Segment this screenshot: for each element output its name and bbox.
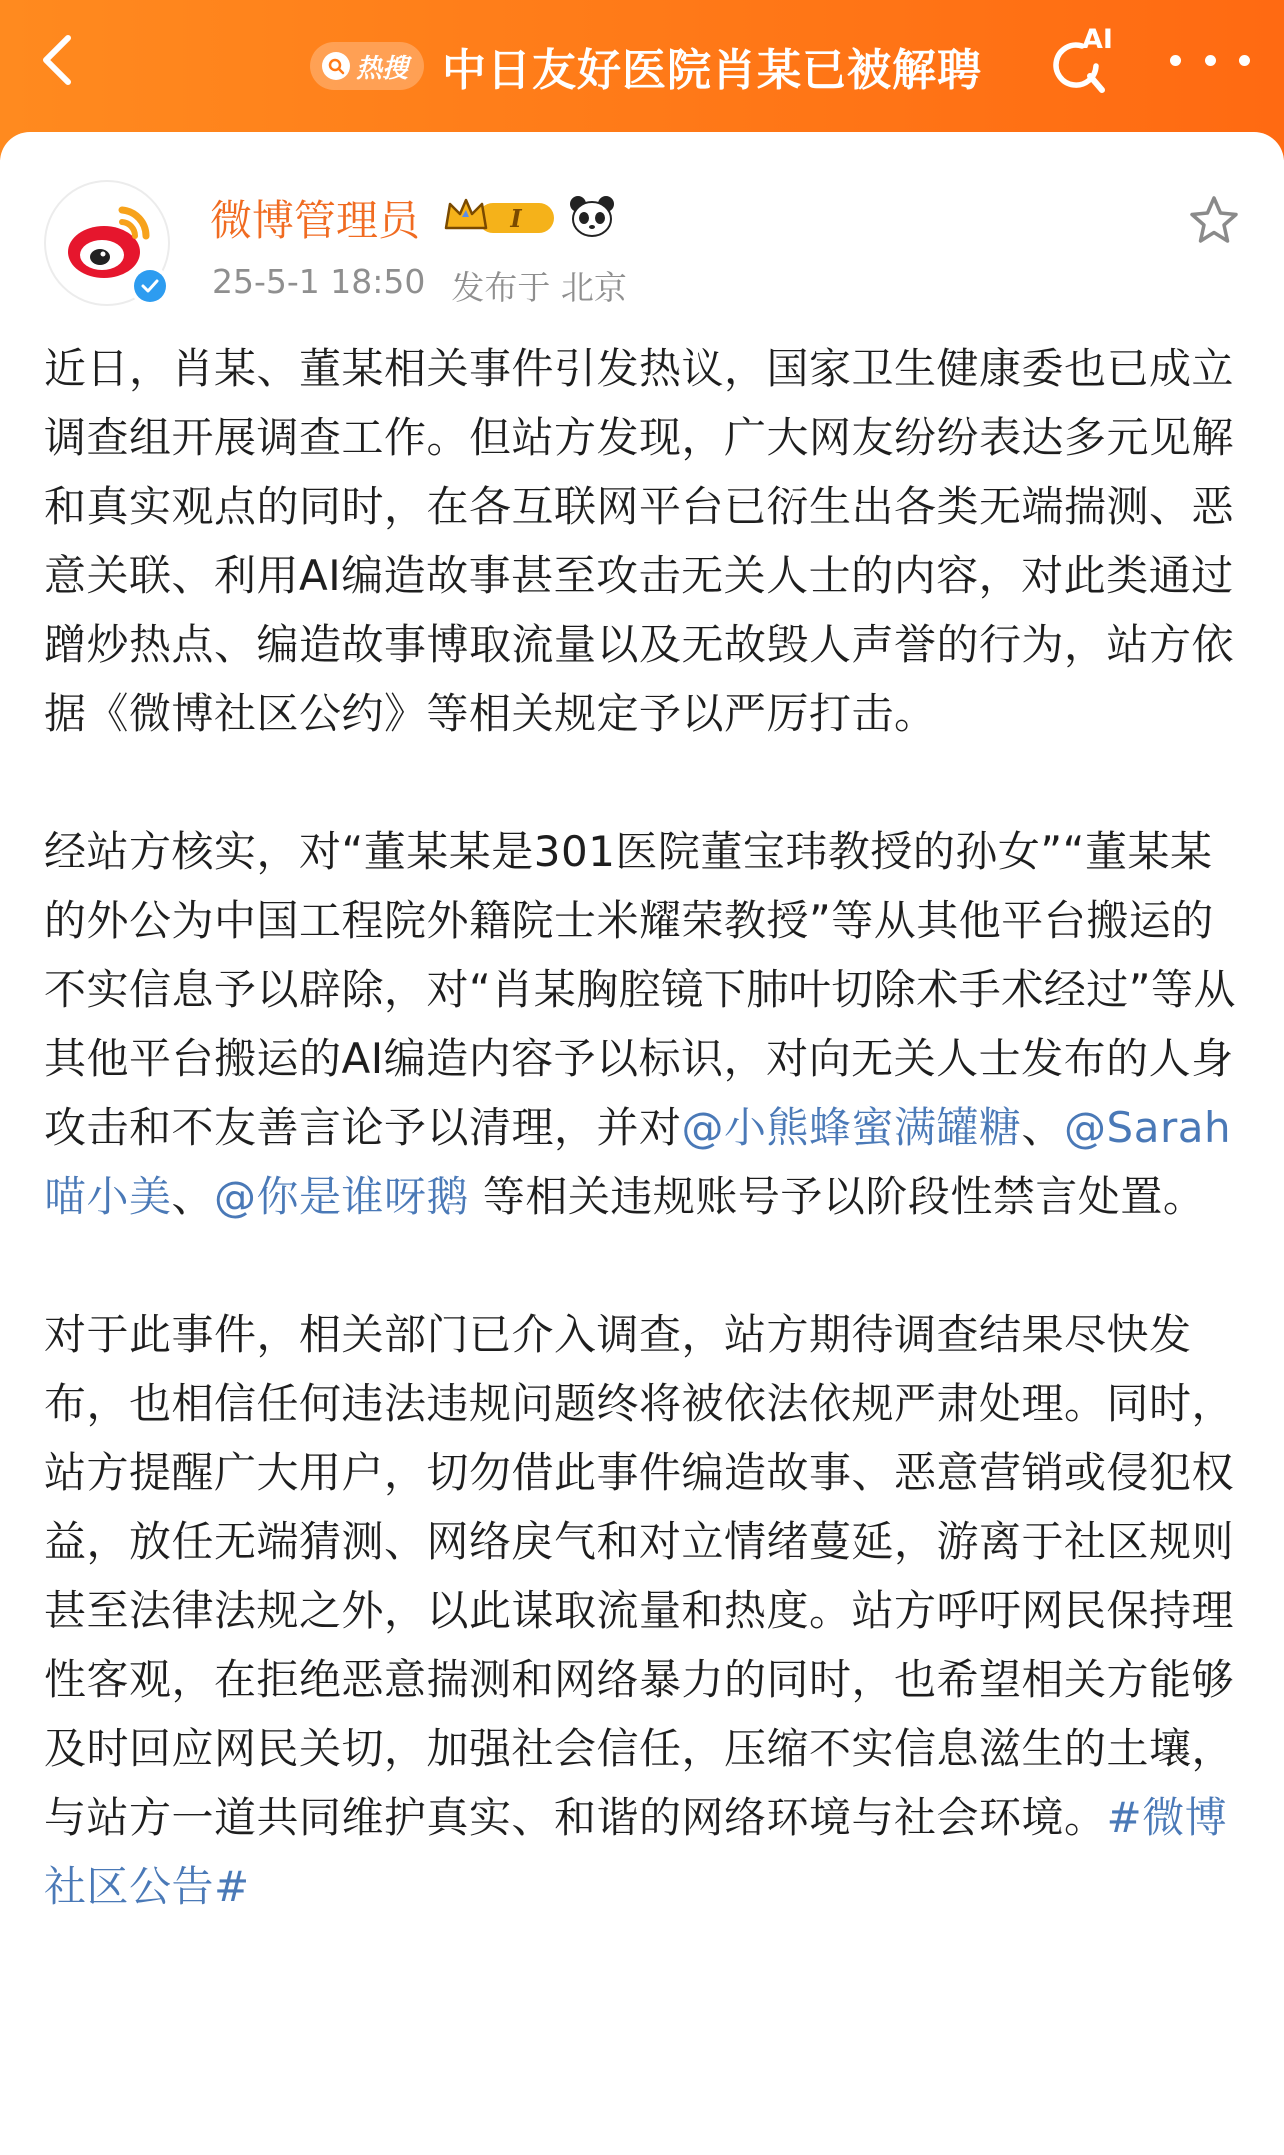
more-dot xyxy=(1170,55,1181,66)
post-location: 发布于 北京 xyxy=(451,268,627,307)
paragraph-2-text: 经站方核实，对“董某某是301医院董宝玮教授的孙女”“董某某的外公为中国工程院外籍院士米耀荣教授”等从其他平台搬运的不实信息予以辟除，对“肖某胸腔镜下肺叶切除术手术经过”等从其他平台搬运的AI编造内容予以标识，对向无关人士发布的人身攻击和不友善言论予以清理，并对 xyxy=(44,827,1237,1152)
panda-badge[interactable] xyxy=(568,194,616,240)
post-meta xyxy=(212,262,627,309)
paragraph-1: 近日，肖某、董某相关事件引发热议，国家卫生健康委也已成立调查组开展调查工作。但站方发现，广大网友纷纷表达多元见解和真实观点的同时，在各互联网平台已衍生出各类无端揣测、恶意关联、利用AI编造故事甚至攻击无关人士的内容，对此类通过蹭炒热点、编造故事博取流量以及无故毁人声誉的行为，站方依据《微博社区公约》等相关规定予以严厉打击。 xyxy=(44,344,1235,738)
favorite-button[interactable] xyxy=(1188,194,1240,246)
hot-search-label: 热搜 xyxy=(356,53,409,84)
hot-search-badge xyxy=(310,42,424,90)
paragraph-3 xyxy=(44,1300,1244,1921)
crown-level-badge-icon xyxy=(442,194,562,240)
verified-badge-icon xyxy=(134,270,166,302)
back-button[interactable] xyxy=(28,30,88,90)
post-time: 25-5-1 18:50 xyxy=(212,262,426,301)
ai-label: AI xyxy=(1082,24,1113,55)
more-dot xyxy=(1205,55,1216,66)
verified-badge xyxy=(130,266,170,306)
post-content xyxy=(44,334,1244,1990)
level-badge-text: I xyxy=(510,204,522,233)
mention-link[interactable]: @Sarah喵小美 xyxy=(44,1103,1232,1221)
separator: 、 xyxy=(1021,1103,1065,1152)
hot-topic-title[interactable] xyxy=(310,38,982,94)
chevron-left-icon xyxy=(38,34,78,86)
hot-search-icon xyxy=(322,52,350,80)
paragraph-2 xyxy=(44,817,1244,1231)
author-name[interactable]: 微博管理员 xyxy=(210,196,421,245)
more-button[interactable] xyxy=(1170,40,1250,80)
paragraph-3-text: 对于此事件，相关部门已介入调查，站方期待调查结果尽快发布，也相信任何违法违规问题终将被依法依规严肃处理。同时，站方提醒广大用户，切勿借此事件编造故事、恶意营销或侵犯权益，放任无端猜测、网络戾气和对立情绪蔓延，游离于社区规则甚至法律法规之外，以此谋取流量和热度。站方呼吁网民保持理性客观，在拒绝恶意揣测和网络暴力的同时，也希望相关方能够及时回应网民关切，加强社会信任，压缩不实信息滋生的土壤，与站方一道共同维护真实、和谐的网络环境与社会环境。 xyxy=(44,1310,1235,1842)
hashtag-link[interactable]: #微博社区公告# xyxy=(44,1793,1228,1911)
mention-link[interactable]: @小熊蜂蜜满罐糖 xyxy=(681,1103,1022,1152)
ai-search-button[interactable] xyxy=(1040,22,1120,102)
mention-link[interactable]: @你是谁呀鹅 xyxy=(214,1172,470,1221)
separator: 、 xyxy=(171,1172,215,1221)
star-icon xyxy=(1188,194,1240,246)
panda-icon xyxy=(568,194,616,240)
paragraph-2-tail: 等相关违规账号予以阶段性禁言处置。 xyxy=(469,1172,1206,1221)
topic-title: 中日友好医院肖某已被解聘 xyxy=(442,45,983,96)
level-badge[interactable] xyxy=(442,194,562,240)
more-dot xyxy=(1239,55,1250,66)
